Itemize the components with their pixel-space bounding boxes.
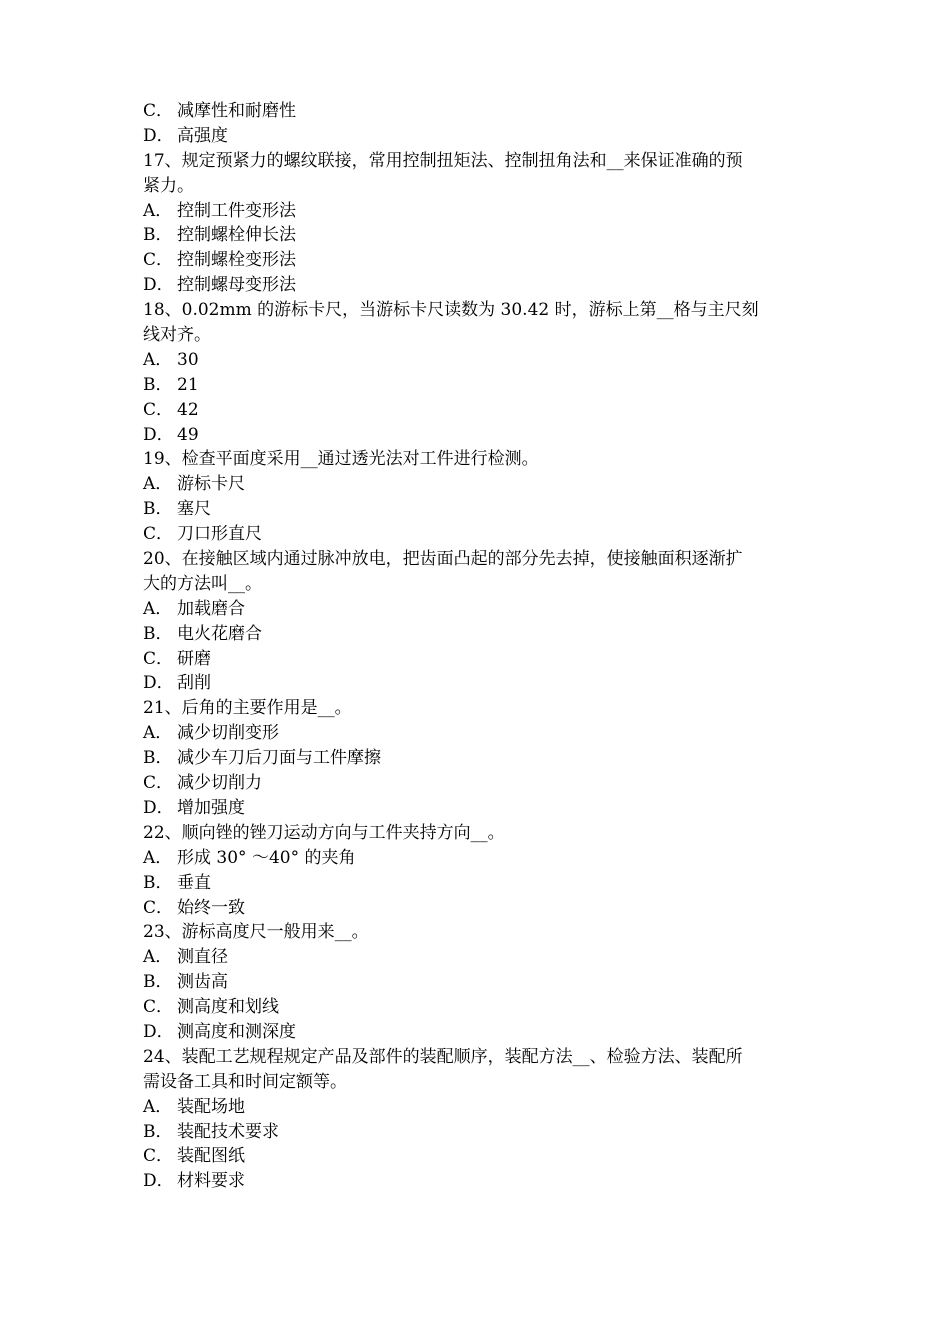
option-text: 材料要求 [177,1171,245,1192]
option-text: 控制工件变形法 [177,200,296,221]
option-text: 减少车刀后刀面与工件摩擦 [177,748,381,769]
option-text: 控制螺栓变形法 [177,250,296,271]
option-label: D． [143,1021,174,1042]
option-line [143,945,815,970]
option-label: D． [143,275,174,296]
option-label: A． [143,598,173,619]
option-line [143,896,815,921]
option-label: B． [143,623,173,644]
option-line [143,871,815,896]
option-label: C． [143,997,174,1018]
option-text: 测齿高 [177,972,228,993]
option-line [143,497,815,522]
question-line [143,447,815,472]
option-text: 21 [177,374,199,395]
question-text: 24、装配工艺规程规定产品及部件的装配顺序，装配方法__、检验方法、装配所 [143,1046,743,1067]
option-label: B． [143,748,173,769]
option-line [143,746,815,771]
question-line [143,696,815,721]
option-text: 形成 30° ～40° 的夹角 [177,847,356,868]
option-line [143,273,815,298]
question-line [143,1045,815,1070]
question-line [143,174,815,199]
option-line [143,1169,815,1194]
option-line [143,597,815,622]
question-text: 19、检查平面度采用__通过透光法对工件进行检测。 [143,449,539,470]
option-label: D． [143,125,174,146]
option-text: 增加强度 [177,797,245,818]
option-text: 塞尺 [177,499,211,520]
option-text: 49 [177,424,199,445]
option-text: 装配技术要求 [177,1121,279,1142]
option-label: D． [143,673,174,694]
option-text: 减摩性和耐磨性 [177,101,296,121]
option-line [143,472,815,497]
option-text: 控制螺栓伸长法 [177,225,296,246]
question-text: 线对齐。 [143,325,211,346]
option-text: 控制螺母变形法 [177,275,296,296]
option-line [143,398,815,423]
question-text: 20、在接触区域内通过脉冲放电，把齿面凸起的部分先去掉，使接触面积逐渐扩 [143,549,743,570]
option-label: C． [143,399,174,420]
option-text: 测高度和划线 [177,997,279,1018]
question-line [143,572,815,597]
option-label: B． [143,972,173,993]
option-text: 始终一致 [177,897,245,918]
option-line [143,1120,815,1145]
question-text: 23、游标高度尺一般用来__。 [143,922,369,943]
document-page [143,99,815,1194]
option-line [143,796,815,821]
option-label: C． [143,1146,174,1167]
option-text: 高强度 [177,125,228,146]
option-text: 42 [177,399,199,420]
question-line [143,920,815,945]
option-line [143,1095,815,1120]
option-line [143,721,815,746]
option-line [143,846,815,871]
question-line [143,1070,815,1095]
option-line [143,373,815,398]
option-text: 游标卡尺 [177,474,245,495]
option-line [143,223,815,248]
option-label: D． [143,1171,174,1192]
option-label: C． [143,648,174,669]
option-text: 电火花磨合 [177,623,262,644]
option-label: B． [143,872,173,893]
option-label: C． [143,101,174,121]
option-label: B． [143,225,173,246]
option-text: 装配图纸 [177,1146,245,1167]
option-label: A． [143,200,173,221]
option-label: C． [143,524,174,545]
option-text: 垂直 [177,872,211,893]
option-line [143,970,815,995]
option-label: B． [143,499,173,520]
option-label: A． [143,349,173,370]
option-label: C． [143,897,174,918]
option-label: A． [143,1096,173,1117]
option-line [143,99,815,124]
question-line [143,298,815,323]
question-text: 18、0.02mm 的游标卡尺，当游标卡尺读数为 30.42 时，游标上第__格与主尺刻 [143,300,759,321]
option-label: A． [143,947,173,968]
question-text: 22、顺向锉的锉刀运动方向与工件夹持方向__。 [143,822,505,843]
question-text: 紧力。 [143,175,194,196]
option-text: 测高度和测深度 [177,1021,296,1042]
option-text: 刀口形直尺 [177,524,262,545]
question-text: 21、后角的主要作用是__。 [143,698,352,719]
option-label: B． [143,374,173,395]
option-line [143,522,815,547]
option-line [143,423,815,448]
option-line [143,199,815,224]
option-text: 加载磨合 [177,598,245,619]
option-line [143,671,815,696]
option-line [143,622,815,647]
option-label: A． [143,723,173,744]
question-text: 17、规定预紧力的螺纹联接，常用控制扭矩法、控制扭角法和__来保证准确的预 [143,150,743,171]
question-text: 需设备工具和时间定额等。 [143,1071,347,1092]
option-text: 减少切削力 [177,773,262,794]
option-line [143,1020,815,1045]
option-text: 装配场地 [177,1096,245,1117]
option-line [143,348,815,373]
option-label: C． [143,250,174,271]
option-line [143,1144,815,1169]
option-label: B． [143,1121,173,1142]
question-line [143,547,815,572]
option-line [143,995,815,1020]
question-text: 大的方法叫__。 [143,573,262,594]
question-line [143,149,815,174]
option-line [143,771,815,796]
option-label: D． [143,424,174,445]
option-text: 测直径 [177,947,228,968]
option-label: A． [143,474,173,495]
option-label: A． [143,847,173,868]
question-line [143,821,815,846]
option-text: 刮削 [177,673,211,694]
option-line [143,647,815,672]
option-line [143,248,815,273]
option-label: C． [143,773,174,794]
option-text: 30 [177,349,199,370]
option-label: D． [143,797,174,818]
option-text: 减少切削变形 [177,723,279,744]
option-line [143,124,815,149]
question-line [143,323,815,348]
option-text: 研磨 [177,648,211,669]
